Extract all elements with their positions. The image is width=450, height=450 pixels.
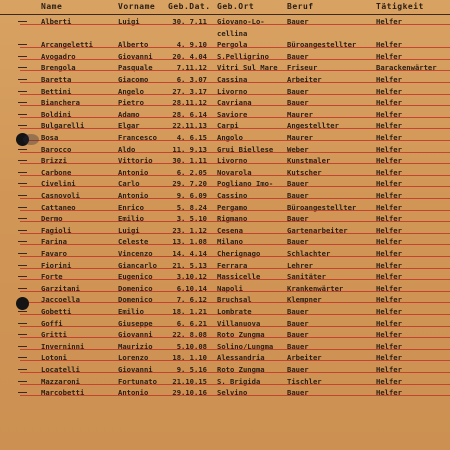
cell-taet: Helfer xyxy=(376,330,402,340)
cell-taet: Helfer xyxy=(376,307,402,316)
row-dash-mark xyxy=(18,56,27,57)
cell-ort: Rigmano xyxy=(217,214,248,224)
cell-ort: Livorno xyxy=(217,86,248,96)
red-strike-line xyxy=(20,233,450,234)
cell-dat: 6. 6.21 xyxy=(176,318,207,328)
cell-ort: Roto Zungma xyxy=(217,330,265,340)
table-header xyxy=(0,0,450,15)
cell-dat: 5.10.08 xyxy=(176,341,207,351)
cell-vorname: Fortunato xyxy=(118,376,157,386)
cell-dat: 23. 1.12 xyxy=(172,225,207,235)
red-strike-line xyxy=(20,279,450,280)
row-dash-mark xyxy=(18,276,27,277)
red-strike-line xyxy=(20,221,450,222)
cell-ort: Cesena xyxy=(217,225,243,235)
row-dash-mark xyxy=(18,346,27,347)
cell-taet: Helfer xyxy=(376,365,402,374)
row-dash-mark xyxy=(18,241,27,242)
cell-dat: 30. 1.11 xyxy=(172,156,207,166)
cell-beruf: Bauer xyxy=(287,341,309,351)
cell-dat: 4. 9.10 xyxy=(176,40,207,50)
cell-vorname: Domenico xyxy=(118,295,153,305)
red-strike-line xyxy=(20,349,450,350)
cell-vorname: Celeste xyxy=(118,237,149,247)
cell-dat: 22.11.13 xyxy=(172,121,207,131)
cell-name: Garzitani xyxy=(41,283,80,293)
cell-taet: Helfer xyxy=(376,249,402,258)
cell-taet: Helfer xyxy=(376,98,402,108)
row-dash-mark xyxy=(18,125,27,126)
cell-vorname: Lorenzo xyxy=(118,353,149,363)
row-dash-mark xyxy=(18,172,27,173)
red-strike-line xyxy=(20,140,450,141)
table-row xyxy=(0,16,450,28)
row-dash-mark xyxy=(18,230,27,231)
cell-dat: 21.10.15 xyxy=(172,376,207,386)
cell-dat: 18. 1.10 xyxy=(172,353,207,363)
red-strike-line xyxy=(20,384,450,385)
cell-vorname: Vittorio xyxy=(118,156,153,166)
red-strike-line xyxy=(20,372,450,373)
red-strike-line xyxy=(20,314,450,315)
table-row xyxy=(0,341,450,353)
cell-ort: Solino/Lungma xyxy=(217,341,274,351)
cell-dat: 18. 1.21 xyxy=(172,307,207,316)
cell-taet: Helfer xyxy=(376,260,402,270)
cell-name: Brizzi xyxy=(41,156,67,166)
row-dash-mark xyxy=(18,288,27,289)
red-strike-line xyxy=(20,117,450,118)
cell-ort: cellina xyxy=(217,28,248,38)
cell-taet: Helfer xyxy=(376,341,402,351)
cell-vorname: Pietro xyxy=(118,98,144,108)
cell-beruf: Bauer xyxy=(287,214,309,224)
row-dash-mark xyxy=(18,21,27,22)
cell-beruf: Maurer xyxy=(287,109,313,119)
red-strike-line xyxy=(20,59,450,60)
cell-beruf: Maurer xyxy=(287,133,313,142)
cell-name: Mazzaroni xyxy=(41,376,80,386)
red-strike-line xyxy=(20,82,450,83)
cell-name: Boldini xyxy=(41,109,72,119)
cell-name: Favaro xyxy=(41,249,67,258)
cell-vorname: Eugenico xyxy=(118,272,153,282)
red-strike-line xyxy=(20,302,450,303)
cell-ort: Saviore xyxy=(217,109,248,119)
cell-name: Dermo xyxy=(41,214,63,224)
table-row xyxy=(0,248,450,260)
row-dash-mark xyxy=(18,381,27,382)
red-strike-line xyxy=(20,94,450,95)
table-row xyxy=(0,236,450,248)
cell-taet: Helfer xyxy=(376,17,402,26)
cell-beruf: Arbeiter xyxy=(287,75,322,84)
cell-taet: Helfer xyxy=(376,121,402,131)
cell-taet: Helfer xyxy=(376,376,402,386)
cell-beruf: Tischler xyxy=(287,376,322,386)
cell-taet: Helfer xyxy=(376,86,402,96)
cell-dat: 9. 6.09 xyxy=(176,191,207,200)
red-strike-line xyxy=(20,24,450,25)
cell-name: Cattaneo xyxy=(41,202,76,212)
table-row xyxy=(0,120,450,132)
cell-vorname: Luigi xyxy=(118,225,140,235)
cell-ort: Cavriana xyxy=(217,98,252,108)
cell-dat: 5. 8.24 xyxy=(176,202,207,212)
table-row xyxy=(0,155,450,167)
cell-taet: Helfer xyxy=(376,40,402,50)
cell-dat: 4. 6.15 xyxy=(176,133,207,142)
cell-beruf: Lehrer xyxy=(287,260,313,270)
cell-name: Goffi xyxy=(41,318,63,328)
cell-taet: Helfer xyxy=(376,179,402,189)
cell-vorname: Francesco xyxy=(118,133,157,142)
cell-vorname: Pasquale xyxy=(118,63,153,73)
cell-dat: 3.10.12 xyxy=(176,272,207,282)
cell-vorname: Aldo xyxy=(118,144,136,154)
cell-ort: Grui Biellese xyxy=(217,144,274,154)
cell-name: Forte xyxy=(41,272,63,282)
cell-taet: Helfer xyxy=(376,272,402,282)
cell-beruf: Bauer xyxy=(287,98,309,108)
row-dash-mark xyxy=(18,160,27,161)
cell-vorname: Luigi xyxy=(118,17,140,26)
cell-beruf: Kunstmaler xyxy=(287,156,331,166)
cell-dat: 28.11.12 xyxy=(172,98,207,108)
table-row xyxy=(0,225,450,237)
cell-taet: Helfer xyxy=(376,353,402,363)
cell-vorname: Domenico xyxy=(118,283,153,293)
cell-dat: 9. 5.16 xyxy=(176,365,207,374)
cell-beruf: Arbeiter xyxy=(287,353,322,363)
cell-ort: Villanuova xyxy=(217,318,261,328)
cell-vorname: Giovanni xyxy=(118,330,153,340)
cell-beruf: Bauer xyxy=(287,388,309,398)
table-row xyxy=(0,376,450,388)
red-strike-line xyxy=(20,395,450,396)
cell-vorname: Giovanni xyxy=(118,51,153,61)
cell-name: Alberti xyxy=(41,17,72,26)
table-row xyxy=(0,86,450,98)
cell-name: Inverninni xyxy=(41,341,85,351)
cell-taet: Helfer xyxy=(376,202,402,212)
cell-ort: Massicelle xyxy=(217,272,261,282)
cell-taet: Helfer xyxy=(376,133,402,142)
red-strike-line xyxy=(20,105,450,106)
cell-ort: Vitri Sul Mare xyxy=(217,63,278,73)
cell-ort: S.Pelligrino xyxy=(217,51,269,61)
table-row xyxy=(0,283,450,295)
header-beruf: Beruf xyxy=(287,2,314,11)
table-row xyxy=(0,271,450,283)
cell-name: Bianchera xyxy=(41,98,80,108)
cell-vorname: Giancarlo xyxy=(118,260,157,270)
cell-name: Fagioli xyxy=(41,225,72,235)
red-strike-line xyxy=(20,268,450,269)
cell-dat: 30. 7.11 xyxy=(172,17,207,26)
cell-name: Brengola xyxy=(41,63,76,73)
cell-name: Bosa xyxy=(41,133,59,142)
cell-name: Civelini xyxy=(41,179,76,189)
cell-name: Baretta xyxy=(41,75,72,84)
cell-beruf: Bauer xyxy=(287,237,309,247)
cell-ort: Pogliano Imo- xyxy=(217,179,274,189)
table-row xyxy=(0,190,450,202)
red-strike-line xyxy=(20,152,450,153)
row-dash-mark xyxy=(18,91,27,92)
cell-ort: Carpi xyxy=(217,121,239,131)
cell-name: Locatelli xyxy=(41,365,80,374)
cell-beruf: Kutscher xyxy=(287,167,322,177)
cell-dat: 27. 3.17 xyxy=(172,86,207,96)
cell-taet: Barackenwärter xyxy=(376,63,437,73)
cell-beruf: Weber xyxy=(287,144,309,154)
cell-dat: 13. 1.08 xyxy=(172,237,207,247)
cell-ort: Milano xyxy=(217,237,243,247)
table-row xyxy=(0,74,450,86)
header-taetigkeit: Tätigkeit xyxy=(376,2,424,11)
red-strike-line xyxy=(20,291,450,292)
cell-vorname: Antonio xyxy=(118,191,149,200)
cell-taet: Helfer xyxy=(376,318,402,328)
row-dash-mark xyxy=(18,311,27,312)
cell-taet: Helfer xyxy=(376,388,402,398)
cell-taet: Helfer xyxy=(376,75,402,84)
punch-hole xyxy=(16,297,29,310)
red-strike-line xyxy=(20,186,450,187)
row-dash-mark xyxy=(18,195,27,196)
row-dash-mark xyxy=(18,102,27,103)
header-geb-dat: Geb.Dat. xyxy=(168,2,211,11)
red-strike-line xyxy=(20,360,450,361)
cell-vorname: Giovanni xyxy=(118,365,153,374)
cell-vorname: Antonio xyxy=(118,388,149,398)
cell-ort: Angolo xyxy=(217,133,243,142)
cell-ort: Ferrara xyxy=(217,260,248,270)
table-row xyxy=(0,294,450,306)
cell-vorname: Carlo xyxy=(118,179,140,189)
cell-dat: 29. 7.20 xyxy=(172,179,207,189)
cell-beruf: Angestellter xyxy=(287,121,339,131)
cell-ort: Bruchsal xyxy=(217,295,252,305)
cell-vorname: Enrico xyxy=(118,202,144,212)
header-geb-ort: Geb.Ort xyxy=(217,2,255,11)
cell-ort: Napoli xyxy=(217,283,243,293)
row-dash-mark xyxy=(18,67,27,68)
cell-dat: 28. 6.14 xyxy=(172,109,207,119)
header-name: Name xyxy=(41,2,63,11)
cell-name: Avogadro xyxy=(41,51,76,61)
cell-dat: 7. 6.12 xyxy=(176,295,207,305)
cell-taet: Helfer xyxy=(376,295,402,305)
cell-taet: Helfer xyxy=(376,51,402,61)
cell-ort: Cassino xyxy=(217,191,248,200)
red-strike-line xyxy=(20,326,450,327)
cell-vorname: Vincenzo xyxy=(118,249,153,258)
cell-beruf: Bauer xyxy=(287,179,309,189)
cell-beruf: Bauer xyxy=(287,318,309,328)
cell-vorname: Angelo xyxy=(118,86,144,96)
cell-beruf: Bauer xyxy=(287,365,309,374)
cell-ort: S. Brigida xyxy=(217,376,261,386)
cell-vorname: Antonio xyxy=(118,167,149,177)
row-dash-mark xyxy=(18,207,27,208)
table-row xyxy=(0,39,450,51)
row-dash-mark xyxy=(18,44,27,45)
cell-dat: 21. 5.13 xyxy=(172,260,207,270)
cell-beruf: Klempner xyxy=(287,295,322,305)
table-row xyxy=(0,352,450,364)
red-strike-line xyxy=(20,175,450,176)
header-vorname: Vorname xyxy=(118,2,156,11)
cell-ort: Selvino xyxy=(217,388,248,398)
row-dash-mark xyxy=(18,334,27,335)
cell-vorname: Emilio xyxy=(118,214,144,224)
cell-taet: Helfer xyxy=(376,225,402,235)
cell-beruf: Schlachter xyxy=(287,249,331,258)
cell-vorname: Giuseppe xyxy=(118,318,153,328)
table-row xyxy=(0,178,450,190)
cell-beruf: Bauer xyxy=(287,330,309,340)
red-strike-line xyxy=(20,210,450,211)
row-dash-mark xyxy=(18,392,27,393)
cell-name: Barocco xyxy=(41,144,72,154)
cell-dat: 3. 5.10 xyxy=(176,214,207,224)
table-row xyxy=(0,329,450,341)
red-strike-line xyxy=(20,244,450,245)
cell-name: Arcangeletti xyxy=(41,40,93,50)
cell-name: Gobetti xyxy=(41,307,72,316)
cell-vorname: Alberto xyxy=(118,40,149,50)
cell-ort: Livorno xyxy=(217,156,248,166)
cell-beruf: Sanitäter xyxy=(287,272,326,282)
cell-beruf: Büroangestellter xyxy=(287,202,357,212)
cell-ort: Pergamo xyxy=(217,202,248,212)
cell-beruf: Bauer xyxy=(287,307,309,316)
red-strike-line xyxy=(20,198,450,199)
cell-ort: Cassina xyxy=(217,75,248,84)
row-dash-mark xyxy=(18,149,27,150)
cell-ort: Giovano-Lo- xyxy=(217,17,265,26)
cell-name: Casnovoli xyxy=(41,191,80,200)
cell-taet: Helfer xyxy=(376,237,402,247)
cell-taet: Helfer xyxy=(376,144,402,154)
cell-beruf: Friseur xyxy=(287,63,318,73)
cell-beruf: Bauer xyxy=(287,191,309,200)
cell-name: Bettini xyxy=(41,86,72,96)
table-row xyxy=(0,306,450,318)
cell-name: Marcobetti xyxy=(41,388,85,398)
cell-taet: Helfer xyxy=(376,156,402,166)
red-strike-line xyxy=(20,163,450,164)
cell-taet: Helfer xyxy=(376,283,402,293)
cell-ort: Lombrate xyxy=(217,307,252,316)
cell-taet: Helfer xyxy=(376,191,402,200)
row-dash-mark xyxy=(18,369,27,370)
red-strike-line xyxy=(20,70,450,71)
cell-beruf: Büroangestellter xyxy=(287,40,357,50)
row-dash-mark xyxy=(18,183,27,184)
table-row xyxy=(0,62,450,74)
red-strike-line xyxy=(20,337,450,338)
cell-dat: 6. 2.05 xyxy=(176,167,207,177)
cell-name: Fiorini xyxy=(41,260,72,270)
cell-beruf: Bauer xyxy=(287,17,309,26)
cell-dat: 14. 4.14 xyxy=(172,249,207,258)
cell-dat: 7.11.12 xyxy=(176,63,207,73)
ink-smudge xyxy=(23,134,39,145)
row-dash-mark xyxy=(18,114,27,115)
red-strike-line xyxy=(20,256,450,257)
cell-dat: 11. 9.13 xyxy=(172,144,207,154)
row-dash-mark xyxy=(18,218,27,219)
row-dash-mark xyxy=(18,357,27,358)
cell-vorname: Maurizio xyxy=(118,341,153,351)
cell-beruf: Krankenwärter xyxy=(287,283,344,293)
row-dash-mark xyxy=(18,265,27,266)
table-row xyxy=(0,109,450,121)
cell-beruf: Gartenarbeiter xyxy=(287,225,348,235)
cell-name: Farina xyxy=(41,237,67,247)
cell-name: Jaccoella xyxy=(41,295,80,305)
cell-ort: Cherignago xyxy=(217,249,261,258)
cell-ort: Pergola xyxy=(217,40,248,50)
cell-ort: Novarola xyxy=(217,167,252,177)
red-strike-line xyxy=(20,47,450,48)
cell-name: Carbone xyxy=(41,167,72,177)
cell-beruf: Bauer xyxy=(287,86,309,96)
table-row xyxy=(0,97,450,109)
table-row xyxy=(0,202,450,214)
table-row xyxy=(0,51,450,63)
cell-beruf: Bauer xyxy=(287,51,309,61)
cell-name: Lotoni xyxy=(41,353,67,363)
table-row xyxy=(0,167,450,179)
table-row xyxy=(0,28,450,40)
cell-dat: 20. 4.04 xyxy=(172,51,207,61)
row-dash-mark xyxy=(18,323,27,324)
table-row xyxy=(0,260,450,272)
cell-ort: Alessandria xyxy=(217,353,265,363)
cell-name: Bulgarelli xyxy=(41,121,85,131)
cell-vorname: Emilio xyxy=(118,307,144,316)
table-row xyxy=(0,318,450,330)
cell-name: Gritti xyxy=(41,330,67,340)
table-row xyxy=(0,387,450,399)
cell-taet: Helfer xyxy=(376,109,402,119)
cell-taet: Helfer xyxy=(376,167,402,177)
cell-ort: Roto Zungma xyxy=(217,365,265,374)
table-row xyxy=(0,213,450,225)
table-row xyxy=(0,144,450,156)
row-dash-mark xyxy=(18,253,27,254)
cell-dat: 6. 3.07 xyxy=(176,75,207,84)
cell-taet: Helfer xyxy=(376,214,402,224)
cell-vorname: Giacomo xyxy=(118,75,149,84)
row-dash-mark xyxy=(18,79,27,80)
table-row xyxy=(0,132,450,144)
cell-dat: 6.10.14 xyxy=(176,283,207,293)
red-strike-line xyxy=(20,128,450,129)
cell-vorname: Adamo xyxy=(118,109,140,119)
cell-vorname: Elgar xyxy=(118,121,140,131)
cell-dat: 29.10.16 xyxy=(172,388,207,398)
table-row xyxy=(0,364,450,376)
cell-dat: 22. 8.08 xyxy=(172,330,207,340)
